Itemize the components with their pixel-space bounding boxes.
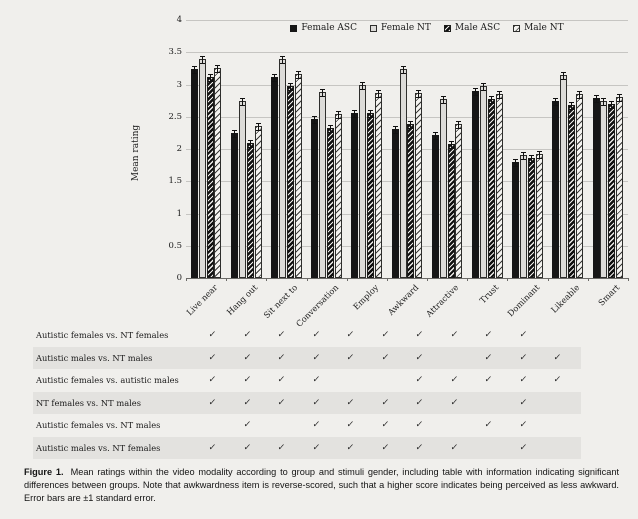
legend-label: Female NT xyxy=(380,23,431,33)
checkmark-smart: ✓ xyxy=(552,375,562,386)
checkmark-hang-out: ✓ xyxy=(242,442,252,453)
table-row-autistic-females-vs-nt-males xyxy=(33,414,581,437)
checkmark-sit-next-to: ✓ xyxy=(276,330,286,341)
checkmark-hang-out: ✓ xyxy=(242,375,252,386)
checkmark-conversation: ✓ xyxy=(311,375,321,386)
x-axis-tick xyxy=(226,278,227,281)
checkmark-conversation: ✓ xyxy=(311,420,321,431)
x-axis-tick xyxy=(347,278,348,281)
checkmark-sit-next-to: ✓ xyxy=(276,375,286,386)
table-row-autistic-males-vs-nt-males xyxy=(33,347,581,370)
checkmark-live-near: ✓ xyxy=(207,352,217,363)
x-label-awkward: Awkward xyxy=(385,282,421,317)
checkmark-hang-out: ✓ xyxy=(242,397,252,408)
checkmark-conversation: ✓ xyxy=(311,330,321,341)
table-row-autistic-females-vs-autistic-males xyxy=(33,369,581,392)
checkmark-attractive: ✓ xyxy=(414,375,424,386)
figure-caption-label: Figure 1. xyxy=(24,467,64,477)
checkmark-sit-next-to: ✓ xyxy=(276,352,286,363)
checkmark-sit-next-to: ✓ xyxy=(276,397,286,408)
checkmark-hang-out: ✓ xyxy=(242,330,252,341)
legend-label: Male ASC xyxy=(454,23,501,33)
checkmark-likeable: ✓ xyxy=(518,442,528,453)
x-label-conversation: Conversation xyxy=(293,282,340,329)
significance-table xyxy=(33,324,581,459)
checkmark-live-near: ✓ xyxy=(207,442,217,453)
checkmark-dominant: ✓ xyxy=(483,420,493,431)
figure-page: Mean rating 0 0.5 1 1.5 2 2.5 3 3.5 4 Female ASC Female NT Male ASC Male NT Live near Hang out Sit next to Conversation Employ Awkward Attractive Trust Dominant Likeable Smart Autistic females vs. NT females ✓ ✓ ✓ ✓ ✓ ✓ ✓ ✓ ✓ ✓ Autistic males vs. NT males ✓ ✓ ✓ ✓ ✓ ✓ ✓ ✓ ✓ ✓ Autistic females vs. autistic males ✓ ✓ ✓ ✓ ✓ ✓ ✓ ✓ ✓ NT females vs. NT males ✓ ✓ ✓ ✓ ✓ ✓ ✓ ✓ ✓ Autistic females vs. NT males ✓ ✓ ✓ ✓ ✓ ✓ ✓ Autistic males vs. NT females ✓ ✓ ✓ ✓ ✓ ✓ ✓ ✓ ✓ Figure 1. Mean ratings within the video modality according to group and stimuli gender, including table with information indicating significant differences between groups. Note that awkwardness item is reverse-scored, such that a higher score indicates being perceived as less awkward. Error bars are ±1 standard error. xyxy=(0,0,638,519)
figure-caption-text: Mean ratings within the video modality according to group and stimuli gender, including table with information indicating significant differences between groups. Note that awkwardness item is reverse-scored, such that a higher score indicates being perceived as less awkward. Error bars are ±1 standard error. xyxy=(24,467,620,503)
x-axis-tick xyxy=(387,278,388,281)
checkmark-awkward: ✓ xyxy=(380,420,390,431)
y-tick-label-2.5: 2.5 xyxy=(168,111,182,122)
x-label-employ: Employ xyxy=(350,282,381,312)
checkmark-likeable: ✓ xyxy=(518,420,528,431)
checkmark-smart: ✓ xyxy=(552,352,562,363)
y-axis-tick-labels xyxy=(144,15,182,283)
checkmark-employ: ✓ xyxy=(345,397,355,408)
checkmark-dominant: ✓ xyxy=(483,352,493,363)
checkmark-awkward: ✓ xyxy=(380,330,390,341)
checkmark-awkward: ✓ xyxy=(380,352,390,363)
x-axis-tick xyxy=(186,278,187,281)
x-axis-tick xyxy=(548,278,549,281)
checkmark-dominant: ✓ xyxy=(483,375,493,386)
checkmark-live-near: ✓ xyxy=(207,330,217,341)
checkmark-employ: ✓ xyxy=(345,352,355,363)
x-axis-labels xyxy=(184,20,628,329)
x-label-hang-out: Hang out xyxy=(224,282,260,318)
legend-label: Male NT xyxy=(524,23,564,33)
checkmark-employ: ✓ xyxy=(345,442,355,453)
checkmark-awkward: ✓ xyxy=(380,442,390,453)
y-tick-label-1: 1 xyxy=(176,208,182,219)
checkmark-employ: ✓ xyxy=(345,330,355,341)
checkmark-hang-out: ✓ xyxy=(242,352,252,363)
x-label-live-near: Live near xyxy=(184,282,220,318)
checkmark-likeable: ✓ xyxy=(518,330,528,341)
checkmark-conversation: ✓ xyxy=(311,442,321,453)
checkmark-awkward: ✓ xyxy=(380,397,390,408)
checkmark-likeable: ✓ xyxy=(518,375,528,386)
x-label-smart: Smart xyxy=(595,282,622,308)
checkmark-attractive: ✓ xyxy=(414,330,424,341)
checkmark-likeable: ✓ xyxy=(518,397,528,408)
checkmark-attractive: ✓ xyxy=(414,442,424,453)
checkmark-hang-out: ✓ xyxy=(242,420,252,431)
checkmark-trust: ✓ xyxy=(449,397,459,408)
y-tick-label-0: 0 xyxy=(176,273,182,283)
x-axis-tick xyxy=(307,278,308,281)
x-axis-tick xyxy=(588,278,589,281)
table-row-nt-females-vs-nt-males xyxy=(33,392,581,415)
checkmark-conversation: ✓ xyxy=(311,397,321,408)
table-row-label: Autistic females vs. autistic males xyxy=(36,375,179,386)
checkmark-live-near: ✓ xyxy=(207,375,217,386)
x-label-likeable: Likeable xyxy=(548,282,582,315)
checkmark-attractive: ✓ xyxy=(414,420,424,431)
x-axis-tick xyxy=(266,278,267,281)
table-row-label: Autistic females vs. NT males xyxy=(36,420,161,431)
checkmark-sit-next-to: ✓ xyxy=(276,442,286,453)
checkmark-employ: ✓ xyxy=(345,420,355,431)
y-tick-label-0.5: 0.5 xyxy=(168,240,182,251)
table-row-label: NT females vs. NT males xyxy=(36,397,141,408)
figure-caption xyxy=(24,466,619,505)
table-row-label: Autistic males vs. NT females xyxy=(36,442,161,453)
checkmark-likeable: ✓ xyxy=(518,352,528,363)
x-axis-tick xyxy=(427,278,428,281)
table-row-autistic-females-vs-nt-females xyxy=(33,324,581,347)
y-tick-label-4: 4 xyxy=(176,15,182,25)
x-axis-line xyxy=(186,278,628,279)
x-axis-tick xyxy=(507,278,508,281)
x-axis-tick xyxy=(628,278,629,281)
x-label-dominant: Dominant xyxy=(504,282,541,319)
x-label-attractive: Attractive xyxy=(423,282,461,319)
x-label-sit-next-to: Sit next to xyxy=(261,282,300,321)
y-tick-label-1.5: 1.5 xyxy=(168,176,182,187)
checkmark-trust: ✓ xyxy=(449,375,459,386)
legend-label: Female ASC xyxy=(301,23,357,33)
table-row-label: Autistic males vs. NT males xyxy=(36,352,153,363)
x-label-trust: Trust xyxy=(477,282,501,306)
y-tick-label-2: 2 xyxy=(176,144,182,154)
table-row-label: Autistic females vs. NT females xyxy=(36,330,169,341)
table-row-autistic-males-vs-nt-females xyxy=(33,437,581,460)
checkmark-attractive: ✓ xyxy=(414,397,424,408)
checkmark-dominant: ✓ xyxy=(483,330,493,341)
x-axis-tick xyxy=(467,278,468,281)
y-tick-label-3.5: 3.5 xyxy=(168,47,182,58)
y-tick-label-3: 3 xyxy=(176,79,182,90)
checkmark-conversation: ✓ xyxy=(311,352,321,363)
checkmark-live-near: ✓ xyxy=(207,397,217,408)
checkmark-trust: ✓ xyxy=(449,330,459,341)
checkmark-trust: ✓ xyxy=(449,442,459,453)
checkmark-attractive: ✓ xyxy=(414,352,424,363)
